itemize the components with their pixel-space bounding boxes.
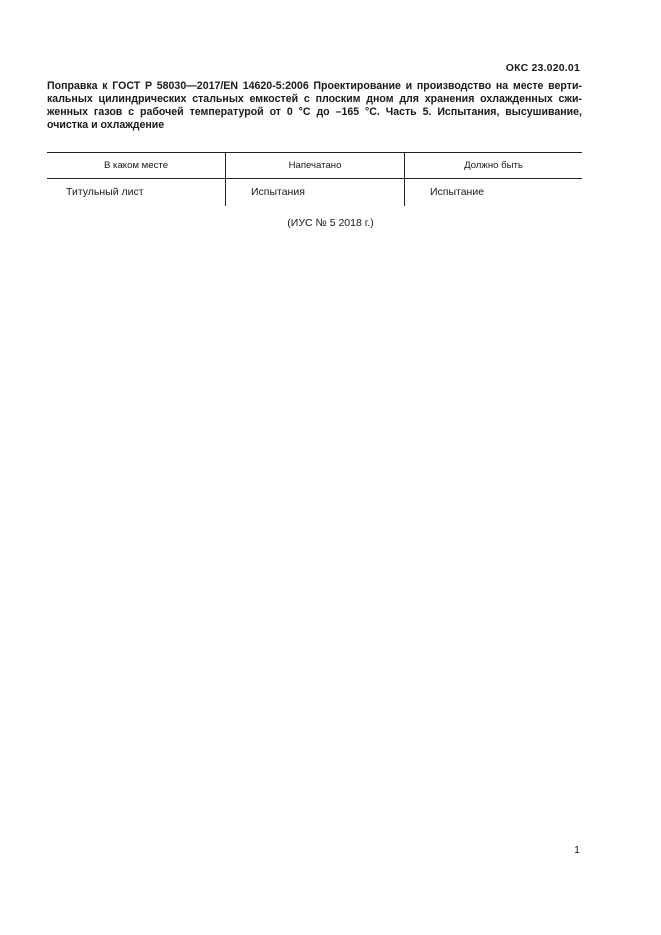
- classification-code: ОКС 23.020.01: [505, 62, 580, 74]
- corrections-table: [47, 152, 582, 206]
- cell-location: Титульный лист: [66, 186, 144, 198]
- amendment-title: Поправка к ГОСТ Р 58030—2017/EN 14620-5:2006 Проектирование и производство на месте вертикальных цилиндрических стальных емкостей с плоским дном для хранения охлажденных сжиженных газов с рабочей температурой от 0 °С до –165 °С. Часть 5. Испытания, высушивание, очистка и охлаждение: [47, 80, 582, 132]
- source-note: (ИУС № 5 2018 г.): [287, 217, 374, 229]
- header-location: В каком месте: [103, 160, 169, 171]
- table-header-row: [47, 153, 582, 179]
- header-should-be: Должно быть: [404, 153, 582, 178]
- table-row: [47, 179, 582, 206]
- cell-printed: Испытания: [225, 179, 404, 206]
- cell-should-be: Испытание: [404, 179, 582, 206]
- page-number: 1: [574, 844, 580, 856]
- header-printed: Напечатано: [225, 153, 404, 178]
